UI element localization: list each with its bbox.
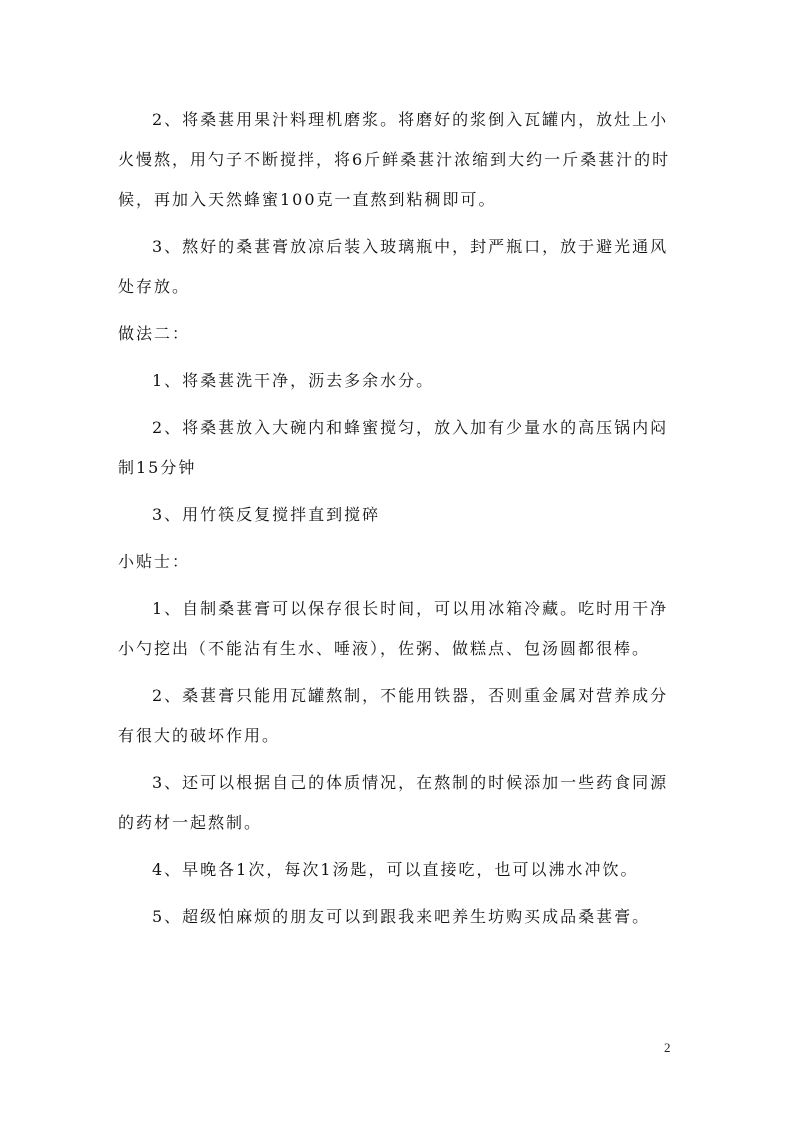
tips-heading: 小贴士：: [118, 552, 191, 571]
method-two-step-3: 3、用竹筷反复搅拌直到搅碎: [152, 505, 381, 524]
tip-1: 1、自制桑葚膏可以保存很长时间，可以用冰箱冷藏。吃时用干净小勺挖出（不能沾有生水、唾液），佐粥、做糕点、包汤圆都很棒。: [118, 599, 669, 658]
document-body: [118, 100, 678, 944]
method-two-step-2: 2、将桑葚放入大碗内和蜂蜜搅匀，放入加有少量水的高压锅内闷制15分钟: [118, 418, 669, 477]
step-3-paragraph: 3、熬好的桑葚膏放凉后装入玻璃瓶中，封严瓶口，放于避光通风处存放。: [118, 237, 669, 296]
tip-2: 2、桑葚膏只能用瓦罐熬制，不能用铁器，否则重金属对营养成分有很大的破坏作用。: [118, 686, 669, 745]
tip-4: 4、早晚各1次，每次1汤匙，可以直接吃，也可以沸水冲饮。: [152, 860, 639, 879]
page-number: 2: [664, 1040, 671, 1055]
step-2-paragraph: 2、将桑葚用果汁料理机磨浆。将磨好的浆倒入瓦罐内，放灶上小火慢熬，用勺子不断搅拌，将6斤鲜桑葚汁浓缩到大约一斤桑葚汁的时候，再加入天然蜂蜜100克一直熬到粘稠即可。: [118, 110, 671, 209]
method-two-heading: 做法二：: [118, 324, 191, 343]
method-two-step-1: 1、将桑葚洗干净，沥去多余水分。: [152, 371, 435, 390]
tip-5: 5、超级怕麻烦的朋友可以到跟我来吧养生坊购买成品桑葚膏。: [152, 907, 651, 926]
tip-3: 3、还可以根据自己的体质情况，在熬制的时候添加一些药食同源的药材一起熬制。: [118, 773, 669, 832]
